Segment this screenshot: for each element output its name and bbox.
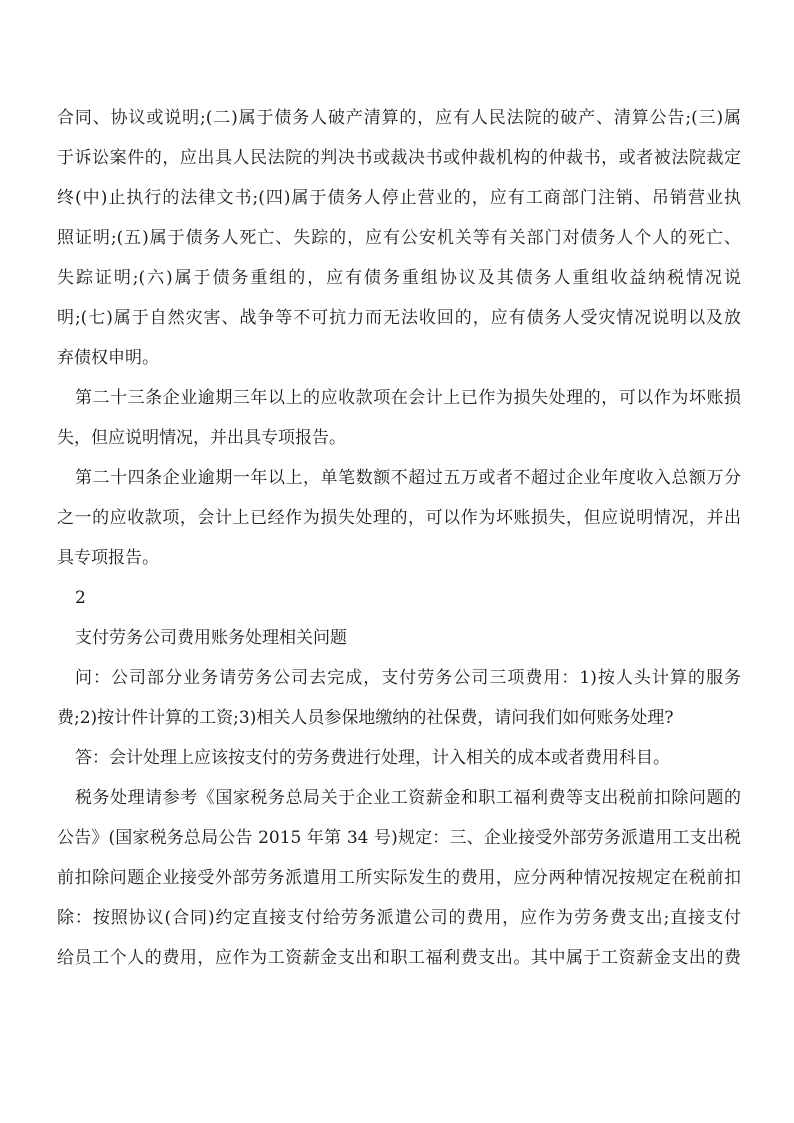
paragraph-start-line: 税务处理请参考《国家税务总局关于企业工资薪金和职工福利费等支出税前扣除问题的 [75, 788, 741, 808]
text-line: 弃债权申明。 [57, 348, 159, 368]
text-line: 于诉讼案件的，应出具人民法院的判决书或裁决书或仲裁机构的仲裁书，或者被法院裁定 [57, 148, 741, 168]
paragraph-start-line: 答：会计处理上应该按支付的劳务费进行处理，计入相关的成本或者费用科目。 [75, 748, 670, 768]
text-line: 照证明;(五)属于债务人死亡、失踪的，应有公安机关等有关部门对债务人个人的死亡、 [57, 228, 741, 248]
text-line: 除：按照协议(合同)约定直接支付给劳务派遣公司的费用，应作为劳务费支出;直接支付 [57, 908, 741, 928]
text-line: 终(中)止执行的法律文书;(四)属于债务人停止营业的，应有工商部门注销、吊销营业执 [57, 188, 741, 208]
text-line: 具专项报告。 [57, 548, 159, 568]
paragraph-start-line: 问：公司部分业务请劳务公司去完成，支付劳务公司三项费用：1)按人头计算的服务 [75, 668, 741, 688]
section-number: 2 [75, 588, 86, 608]
text-line: 费;2)按计件计算的工资;3)相关人员参保地缴纳的社保费，请问我们如何账务处理? [57, 708, 674, 728]
text-line: 失踪证明;(六)属于债务重组的，应有债务重组协议及其债务人重组收益纳税情况说 [57, 268, 741, 288]
document-body [57, 98, 741, 978]
text-line: 给员工个人的费用，应作为工资薪金支出和职工福利费支出。其中属于工资薪金支出的费 [57, 948, 741, 968]
text-line: 之一的应收款项，会计上已经作为损失处理的，可以作为坏账损失，但应说明情况，并出 [57, 508, 741, 528]
text-line: 明;(七)属于自然灾害、战争等不可抗力而无法收回的，应有债务人受灾情况说明以及放 [57, 308, 741, 328]
paragraph-start-line: 第二十四条企业逾期一年以上，单笔数额不超过五万或者不超过企业年度收入总额万分 [75, 468, 741, 488]
text-line: 公告》(国家税务总局公告 2015 年第 34 号)规定：三、企业接受外部劳务派遣用工支出税 [57, 828, 741, 848]
text-line: 前扣除问题企业接受外部劳务派遣用工所实际发生的费用，应分两种情况按规定在税前扣 [57, 868, 741, 888]
text-line: 合同、协议或说明;(二)属于债务人破产清算的，应有人民法院的破产、清算公告;(三)属 [57, 108, 741, 128]
section-heading: 支付劳务公司费用账务处理相关问题 [75, 628, 347, 648]
text-line: 失，但应说明情况，并出具专项报告。 [57, 428, 346, 448]
paragraph-start-line: 第二十三条企业逾期三年以上的应收款项在会计上已作为损失处理的，可以作为坏账损 [75, 388, 741, 408]
